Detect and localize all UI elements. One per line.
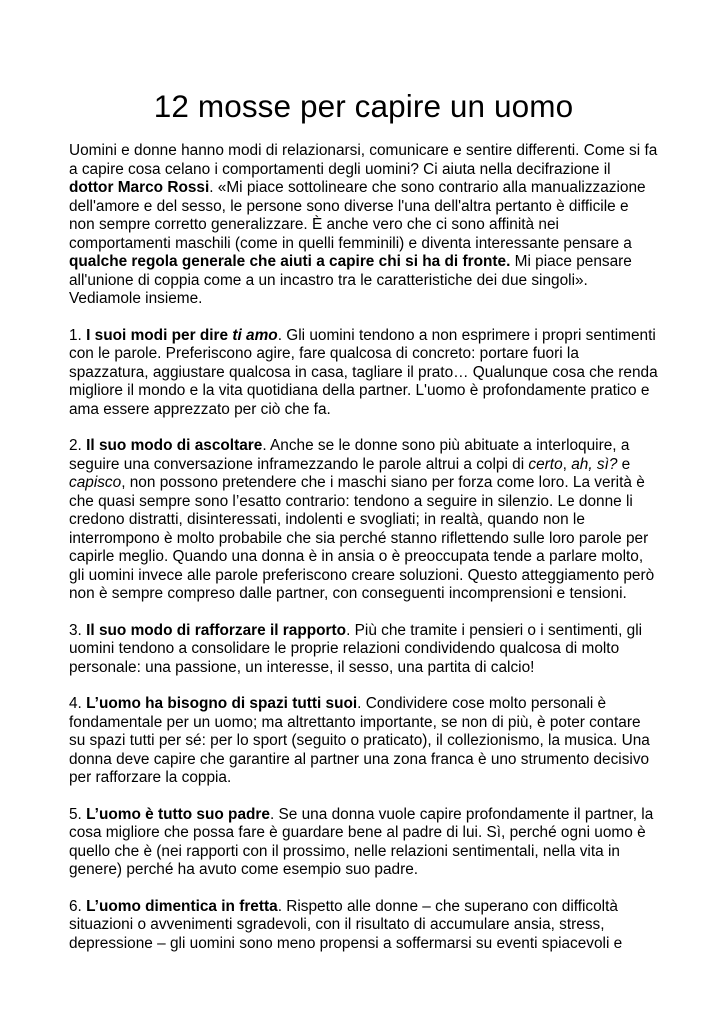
section-number: 5. [69,805,87,823]
section-body: . Più che tramite i pensieri o i sentimenti, gli uomini tendono a consolidare le proprie relazioni condividendo qualcosa di molto personale: una passione, un interesse, il sesso, una partita di calcio! [69,621,643,676]
section-number: 2. [69,437,87,454]
intro-text-1: Uomini e donne hanno modi di relazionarsi, comunicare e sentire differenti. Come si fa a capire cosa celano i comportamenti degli uomini? Ci aiuta nella decifrazione il [69,142,658,178]
section-heading-italic: ti amo [232,326,278,344]
section-body-part: , non possono pretendere che i maschi siano per forza come loro. La verità è che quasi sempre sono l’esatto contrario: tendono a seguire in silenzio. Le donne li credono distratti, disinteressati, indolenti e svogliati; in realtà, quando non le interrompono è molto probabile che sia perché stanno riflettendo sulle loro parole per capirle meglio. Quando una donna è in ansia o è preoccupata tende a parlare molto, gli uomini invece alle parole preferiscono creare soluzioni. Questo atteggiamento però non è sempre compreso dalle partner, con conseguenti incomprensioni e tensioni. [69,474,655,602]
page-title: 12 mosse per capire un uomo [153,88,574,124]
italic-term: ah, sì? [571,455,618,473]
section-4 [69,695,658,788]
expert-name: dottor Marco Rossi [69,179,210,196]
section-body-part: , [562,455,572,473]
section-number: 6. [69,897,87,915]
section-heading [86,327,278,344]
intro-text-2: . «Mi piace sottolineare che sono contrario alla manualizzazione dell'amore e del sesso, le persone sono diverse l'una dell'altra pertanto è difficile e non sempre corretto generalizzare. È anche vero che ci sono affinità nei comportamenti maschili (come in quelli femminili) e diventa interessante pensare a [69,179,646,252]
section-1 [69,327,658,420]
section-heading: Il suo modo di ascoltare [86,437,263,454]
section-body: . Se una donna vuole capire profondamente il partner, la cosa migliore che possa fare è guardare bene al padre di lui. Sì, perché ogni uomo è quello che è (nei rapporti con il prossimo, nelle relazioni sentimentali, nella vita in genere) perché ha avuto come esempio suo padre. [69,805,654,878]
section-body-part: . Anche se le donne sono più abituate a interloquire, a seguire una conversazione inframezzando le parole altrui a colpi di [69,437,630,473]
section-6 [69,898,658,954]
italic-term: certo [528,455,563,473]
section-body: . Condividere cose molto personali è fondamentale per un uomo; ma altrettanto importante, se non di più, è poter contare su spazi tutti per sé: per lo sport (seguito o praticato), il collezionismo, la musica. Una donna deve capire che garantire al partner una zona franca è uno strumento decisivo per rafforzare la coppia. [69,695,650,786]
section-heading-text: I suoi modi per dire [86,326,233,344]
general-rule-highlight: qualche regola generale che aiuti a capire chi si ha di fronte. [69,253,511,270]
section-number: 3. [69,621,87,639]
section-5 [69,806,658,880]
intro-paragraph [69,142,658,309]
section-heading: L’uomo dimentica in fretta [86,897,278,915]
section-number: 1. [69,326,87,344]
section-heading: L’uomo ha bisogno di spazi tutti suoi [86,695,358,712]
section-2 [69,437,658,604]
section-body: . Gli uomini tendono a non esprimere i propri sentimenti con le parole. Preferiscono agire, fare qualcosa di concreto: portare fuori la spazzatura, aggiustare qualcosa in casa, tagliare il prato… Qualunque cosa che renda migliore il mondo e la vita quotidiana della partner. L'uomo è profondamente pratico e ama essere apprezzato per ciò che fa. [69,326,658,418]
section-heading: Il suo modo di rafforzare il rapporto [86,621,347,639]
section-body: . Rispetto alle donne – che superano con difficoltà situazioni o avvenimenti sgradevoli, con il risultato di accumulare ansia, stress, depressione – gli uomini sono meno propensi a soffermarsi su eventi spiacevoli e [69,897,623,952]
intro-text-3: Mi piace pensare all'unione di coppia come a un incastro tra le caratteristiche dei due singoli». Vediamole insieme. [69,253,632,307]
section-number: 4. [69,695,87,712]
section-heading: L’uomo è tutto suo padre [86,805,270,823]
italic-term: capisco [69,474,122,491]
section-3 [69,622,658,678]
section-body-part: e [617,455,631,473]
